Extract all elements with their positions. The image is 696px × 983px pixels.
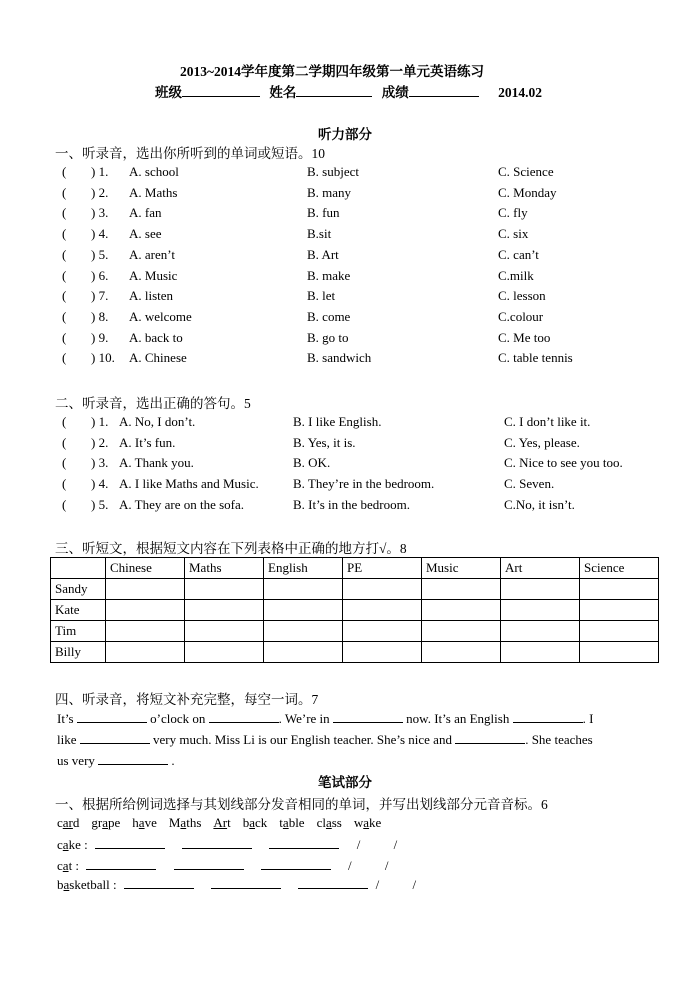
slash: / [356,837,361,852]
question-number: ) 4. [91,226,109,242]
option-c: C.No, it isn’t. [504,496,575,512]
answer-bracket[interactable]: ( [62,434,67,450]
example-words [57,815,381,831]
part4-line1 [57,710,593,727]
table-row [51,642,659,663]
tick-cell[interactable] [264,600,343,621]
word-wake: wake [353,815,382,830]
question-number: ) 7. [91,288,109,304]
option-b: B. come [307,308,351,324]
word-maths: Maths [168,815,202,830]
question-number: ) 8. [91,308,109,324]
slash: / [412,877,417,892]
table-header-cell: Art [501,558,580,579]
option-c: C. lesson [498,288,546,304]
cake-blank-3[interactable] [269,836,339,849]
option-b: B. They’re in the bedroom. [293,476,435,492]
option-a: A. Music [129,267,178,283]
class-label: 班级 [155,85,182,100]
option-b: B. subject [307,164,359,179]
question-number: ) 1. [91,164,109,179]
passage-text: . She teaches [525,732,593,747]
option-b: B. I like English. [293,414,382,429]
option-c: C. can’t [498,246,539,262]
tick-cell[interactable] [343,642,422,663]
passage-text: very much. Miss Li is our English teacher. She’s nice and [153,732,452,747]
answer-bracket[interactable]: ( [62,288,67,304]
tick-cell[interactable] [501,579,580,600]
option-c: C. I don’t like it. [504,414,591,429]
cat-blank-1[interactable] [86,857,156,870]
part1-heading: 一、听录音，选出你所听到的单词或短语。10 [55,146,325,161]
passage-blank-5[interactable] [80,731,150,744]
question-number: ) 3. [91,455,109,471]
tick-cell[interactable] [422,579,501,600]
tick-cell[interactable] [106,621,185,642]
slash: / [384,858,389,873]
part4-line3 [57,752,175,769]
tick-cell[interactable] [422,600,501,621]
table-row [51,621,659,642]
option-a: A. It’s fun. [119,434,176,450]
table-header-cell: Music [422,558,501,579]
tick-cell[interactable] [580,600,659,621]
answer-bracket[interactable]: ( [62,205,67,221]
part2-heading: 二、听录音，选出正确的答句。5 [55,396,251,411]
answer-bracket[interactable]: ( [62,350,67,366]
word-grape: grape [91,815,121,830]
option-b: B. Yes, it is. [293,434,356,450]
tick-cell[interactable] [264,579,343,600]
tick-cell[interactable] [501,600,580,621]
part4-heading: 四、听录音，将短文补充完整，每空一词。7 [55,692,319,707]
table-header-cell: Chinese [106,558,185,579]
date-label: 2014.02 [498,85,542,100]
cat-answer-line [57,857,389,874]
tick-cell[interactable] [106,600,185,621]
passage-text: . We’re in [278,711,330,726]
passage-blank-3[interactable] [333,710,403,723]
answer-bracket[interactable]: ( [62,496,67,512]
answer-bracket[interactable]: ( [62,329,67,345]
basketball-answer-line [57,876,416,893]
slash: / [348,858,352,873]
table-header-row [51,558,659,579]
tick-cell[interactable] [264,621,343,642]
word-table: table [279,815,305,830]
table-header-cell: English [264,558,343,579]
cat-blank-2[interactable] [174,857,244,870]
table-row [51,600,659,621]
score-blank[interactable] [409,84,479,97]
answer-bracket[interactable]: ( [62,246,67,262]
table-header-cell [51,558,106,579]
option-c: C. Me too [498,329,551,345]
passage-blank-6[interactable] [455,731,525,744]
passage-text: us very [57,753,95,768]
tick-cell[interactable] [264,642,343,663]
option-c: C. Science [498,164,554,179]
question-number: ) 10. [91,350,115,366]
question-number: ) 5. [91,246,109,262]
passage-text: . [171,753,175,768]
table-row [51,579,659,600]
name-label: 姓名 [269,85,297,100]
option-a: A. They are on the sofa. [119,496,245,512]
worksheet-title: 2013~2014学年度第二学期四年级第一单元英语练习 [180,64,485,79]
tick-cell[interactable] [185,642,264,663]
word-card: card [57,815,80,830]
table-header-cell: Science [580,558,659,579]
option-a: A. listen [129,288,174,304]
answer-bracket[interactable]: ( [62,164,67,179]
passage-text: . I [582,711,594,726]
option-a: A. Chinese [129,350,187,366]
passage-blank-1[interactable] [77,710,147,723]
option-b: B. fun [307,205,340,221]
option-c: C. table tennis [498,350,573,366]
tick-cell[interactable] [501,621,580,642]
answer-table [50,557,659,663]
passage-blank-2[interactable] [209,710,279,723]
answer-bracket[interactable]: ( [62,455,67,471]
tick-cell[interactable] [106,579,185,600]
slash: / [393,837,398,852]
option-c: C.colour [498,308,544,324]
student-name-cell: Kate [51,600,106,621]
option-a: A. Thank you. [119,455,194,471]
written1-heading: 一、根据所给例词选择与其划线部分发音相同的单词，并写出划线部分元音音标。6 [55,797,548,812]
question-number: ) 2. [91,184,109,200]
basketball-blank-2[interactable] [211,876,281,889]
answer-bracket[interactable]: ( [62,184,67,200]
option-c: C. Yes, please. [504,434,580,450]
tick-cell[interactable] [185,600,264,621]
answer-bracket[interactable]: ( [62,476,67,492]
option-c: C. six [498,226,529,242]
option-b: B. OK. [293,455,331,471]
question-number: ) 5. [91,496,109,512]
option-a: A. see [129,226,162,242]
tick-cell[interactable] [185,579,264,600]
tick-cell[interactable] [422,621,501,642]
option-a: A. welcome [129,308,192,324]
part3-heading: 三、听短文，根据短文内容在下列表格中正确的地方打√。8 [55,541,407,556]
word-back: back [242,815,268,830]
basketball-blank-3[interactable] [298,876,368,889]
tick-cell[interactable] [343,600,422,621]
answer-bracket[interactable]: ( [62,226,67,242]
question-number: ) 1. [91,414,109,429]
tick-cell[interactable] [343,621,422,642]
tick-cell[interactable] [343,579,422,600]
tick-cell[interactable] [422,642,501,663]
passage-text: o’clock on [150,711,206,726]
answer-bracket[interactable]: ( [62,267,67,283]
passage-text: It’s [57,711,74,726]
written-section-title: 笔试部分 [318,775,372,790]
question-number: ) 3. [91,205,109,221]
option-a: A. aren’t [129,246,175,262]
option-b: B. make [307,267,351,283]
passage-blank-7[interactable] [98,752,168,765]
score-label: 成绩 [381,85,409,100]
cake-answer-line [57,836,397,853]
cat-blank-3[interactable] [261,857,331,870]
answer-bracket[interactable]: ( [62,414,67,429]
passage-text: now. It’s an English [406,711,510,726]
option-a: A. school [129,164,179,179]
option-b: B. It’s in the bedroom. [293,496,410,512]
class-blank[interactable] [182,84,260,97]
option-a: A. I like Maths and Music. [119,476,259,492]
option-c: C. fly [498,205,528,221]
tick-cell[interactable] [106,642,185,663]
word-class: class [316,815,342,830]
option-b: B. Art [307,246,339,262]
word-have: have [132,815,157,830]
tick-cell[interactable] [580,621,659,642]
option-b: B. sandwich [307,350,372,366]
option-a: A. fan [129,205,162,221]
slash: / [375,877,380,892]
cake-blank-2[interactable] [182,836,252,849]
question-number: ) 6. [91,267,109,283]
tick-cell[interactable] [501,642,580,663]
basketball-blank-1[interactable] [124,876,194,889]
option-c: C. Monday [498,184,557,200]
option-a: A. Maths [129,184,178,200]
question-number: ) 2. [91,434,109,450]
word-art: Art [213,815,231,830]
header-info-line [155,81,542,101]
option-b: B. let [307,288,336,304]
student-name-cell: Billy [51,642,106,663]
question-number: ) 9. [91,329,109,345]
basketball-prompt: basketball : [57,877,117,892]
table-header-cell: Maths [185,558,264,579]
option-a: A. back to [129,329,183,345]
cat-prompt: cat : [57,858,80,873]
passage-text: like [57,732,77,747]
tick-cell[interactable] [580,642,659,663]
option-b: B. many [307,184,352,200]
option-c: C.milk [498,267,534,283]
name-blank[interactable] [296,84,372,97]
option-a: A. No, I don’t. [119,414,196,429]
part4-line2 [57,731,593,748]
answer-bracket[interactable]: ( [62,308,67,324]
listening-section-title: 听力部分 [318,127,372,142]
option-c: C. Seven. [504,476,555,492]
option-b: B. go to [307,329,349,345]
table-header-cell: PE [343,558,422,579]
tick-cell[interactable] [185,621,264,642]
cake-blank-1[interactable] [95,836,165,849]
passage-blank-4[interactable] [513,710,583,723]
student-name-cell: Tim [51,621,106,642]
option-c: C. Nice to see you too. [504,455,623,471]
option-b: B.sit [307,226,332,242]
question-number: ) 4. [91,476,109,492]
tick-cell[interactable] [580,579,659,600]
cake-prompt: cake : [57,837,88,852]
student-name-cell: Sandy [51,579,106,600]
